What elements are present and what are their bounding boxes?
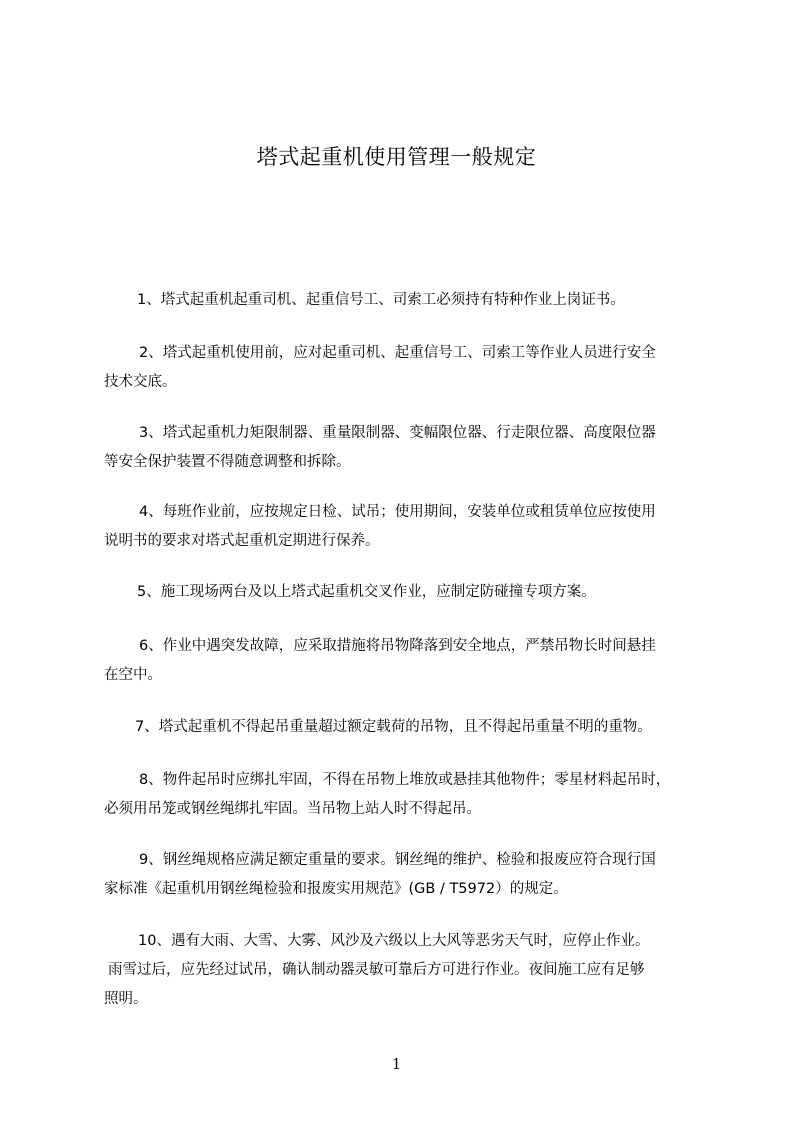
clause-line: 等安全保护装置不得随意调整和拆除。 xyxy=(104,454,351,470)
clause-1 xyxy=(104,286,714,315)
clause-7 xyxy=(104,713,714,742)
clause-line: 6、作业中遇突发故障，应采取措施将吊物降落到安全地点，严禁吊物长时间悬挂 xyxy=(139,638,656,654)
clause-line: 说明书的要求对塔式起重机定期进行保养。 xyxy=(104,533,380,549)
clause-10 xyxy=(104,927,714,1014)
clause-line: 10、遇有大雨、大雪、大雾、风沙及六级以上大风等恶劣天气时，应停止作业。 xyxy=(138,933,650,949)
clause-line: 技术交底。 xyxy=(104,374,177,390)
clause-line: 雨雪过后，应先经过试吊，确认制动器灵敏可靠后方可进行作业。夜间施工应有足够 xyxy=(108,962,645,978)
clause-line: 2、塔式起重机使用前，应对起重司机、起重信号工、司索工等作业人员进行安全 xyxy=(139,345,656,361)
clause-8 xyxy=(104,766,714,824)
clause-line: 7、塔式起重机不得起吊重量超过额定载荷的吊物，且不得起吊重量不明的重物。 xyxy=(135,719,652,735)
clause-line: 照明。 xyxy=(104,991,148,1007)
clause-9 xyxy=(104,846,714,904)
clause-line: 在空中。 xyxy=(104,667,162,683)
clause-4 xyxy=(104,498,714,556)
clause-5 xyxy=(104,578,714,607)
clause-line: 5、施工现场两台及以上塔式起重机交叉作业，应制定防碰撞专项方案。 xyxy=(137,584,596,600)
document-title: 塔式起重机使用管理一般规定 xyxy=(256,145,537,169)
clause-line: 家标准《起重机用钢丝绳检验和报废实用规范》(GB / T5972）的规定。 xyxy=(104,881,568,897)
clause-line: 9、钢丝绳规格应满足额定重量的要求。钢丝绳的维护、检验和报废应符合现行国 xyxy=(139,852,656,868)
clause-line: 必须用吊笼或钢丝绳绑扎牢固。当吊物上站人时不得起吊。 xyxy=(104,801,481,817)
clause-3 xyxy=(104,419,714,477)
clause-2 xyxy=(104,339,714,397)
clause-line: 4、每班作业前，应按规定日检、试吊；使用期间，安装单位或租赁单位应按使用 xyxy=(139,504,656,520)
clause-line: 3、塔式起重机力矩限制器、重量限制器、变幅限位器、行走限位器、高度限位器 xyxy=(139,425,656,441)
clause-line: 8、物件起吊时应绑扎牢固，不得在吊物上堆放或悬挂其他物件；零星材料起吊时， xyxy=(139,772,671,788)
clause-line: 1、塔式起重机起重司机、起重信号工、司索工必须持有特种作业上岗证书。 xyxy=(137,292,625,308)
page-number: 1 xyxy=(391,1055,402,1073)
clause-6 xyxy=(104,632,714,690)
